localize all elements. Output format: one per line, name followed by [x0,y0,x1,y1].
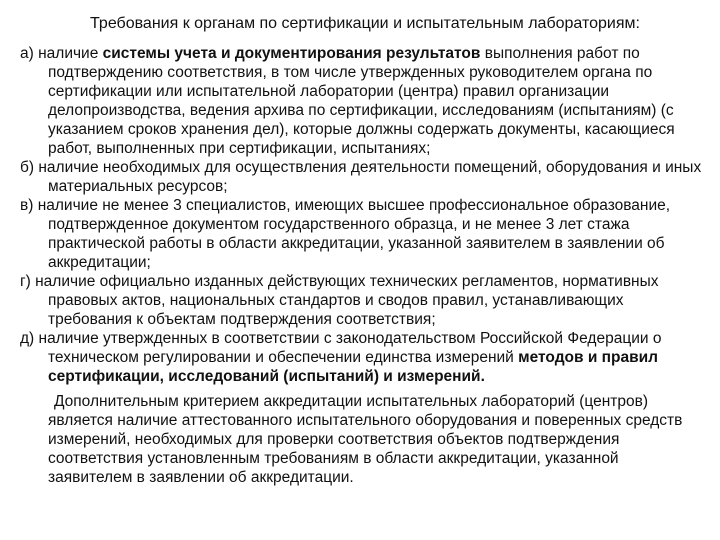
additional-criterion-paragraph: Дополнительным критерием аккредитации испытательных лабораторий (центров) является наличие аттестованного испытательного оборудования и поверенных средств измерений, необходимых для проверки соответствия объектов подтверждения соответствия установленным требованиям в области аккредитации, указанной заявителем в заявлении об аккредитации. [48,393,683,486]
item-a-pre: а) наличие [20,45,103,62]
requirement-item-b: б) наличие необходимых для осуществления деятельности помещений, оборудования и иных материальных ресурсов; [20,159,702,195]
requirements-list [20,44,710,386]
requirement-item-v: в) наличие не менее 3 специалистов, имеющих высшее профессиональное образование, подтвержденное документом государственного образца, и не менее 3 лет стажа практической работы в области аккредитации, указанной заявителем в заявлении об аккредитации; [20,197,671,271]
item-a-bold: системы учета и документирования результатов [102,45,481,62]
item-d-text: д) наличие утвержденных в соответствии с законодательством Российской Федерации о техническом регулировании и обеспечении единства измерений [20,330,662,366]
item-d-bold-tail: методов и правил сертификации, исследований (испытаний) и измерений. [48,349,659,385]
requirement-item-g: г) наличие официально изданных действующих технических регламентов, нормативных правовых актов, национальных стандартов и сводов правил, устанавливающих требования к объектам подтверждения соответствия; [20,273,659,328]
slide-title: Требования к органам по сертификации и испытательным лабораториям: [90,15,640,32]
item-a-post: выполнения работ по подтверждению соответствия, в том числе утвержденных руководителем органа по сертификации или испытательной лаборатории (центра) правил организации делопроизводства, ведения архива по сертификации, исследованиям (испытаниям) (с указанием сроков хранения дел), которые должны содержать документы, касающиеся работ, выполненных при сертификации, испытаниях; [48,45,675,157]
requirement-item-a [20,44,710,158]
requirement-item-d [20,329,710,386]
